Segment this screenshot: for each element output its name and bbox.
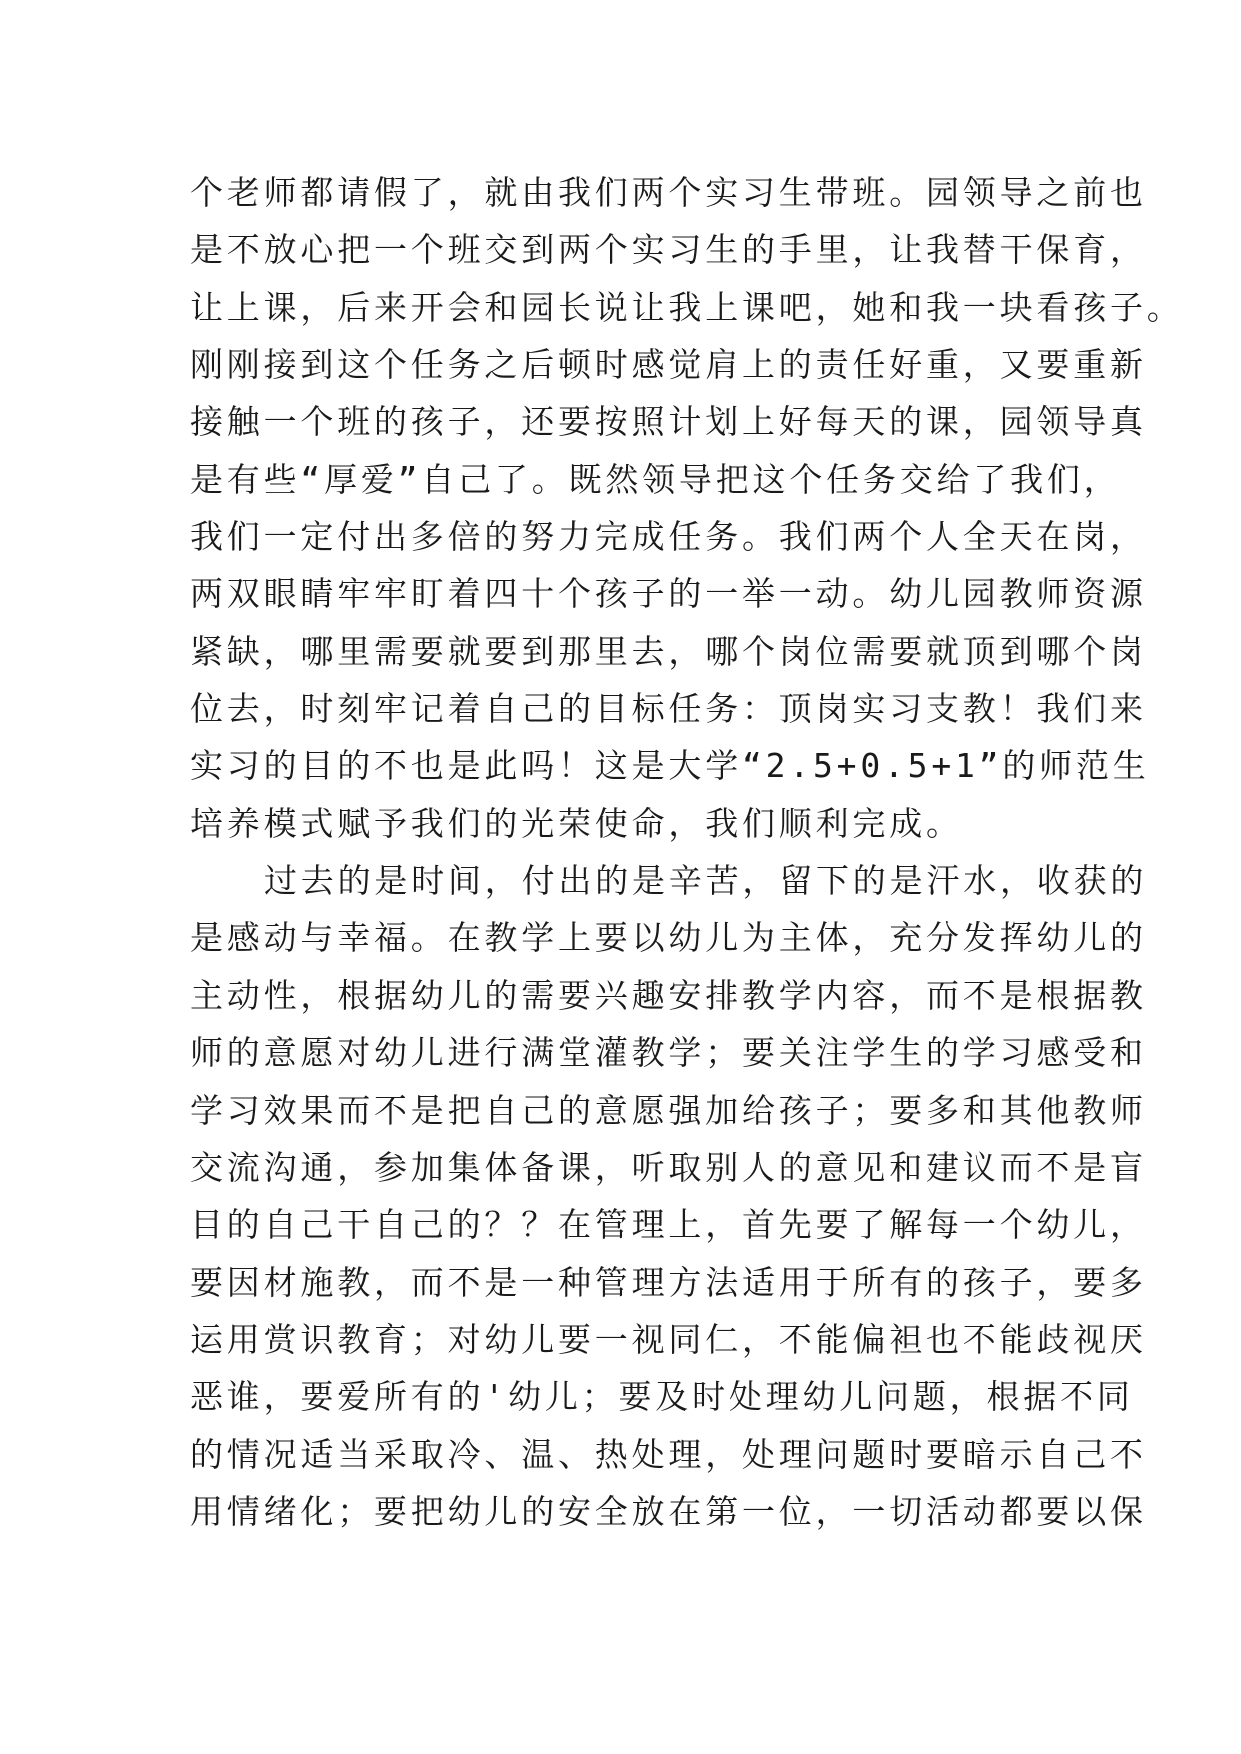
text-line: 两双眼睛牢牢盯着四十个孩子的一举一动。幼儿园教师资源 bbox=[190, 574, 1147, 614]
text-line: 运用赏识教育；对幼儿要一视同仁，不能偏袒也不能歧视厌 bbox=[190, 1319, 1147, 1359]
text-line: 我们一定付出多倍的努力完成任务。我们两个人全天在岗， bbox=[190, 517, 1147, 557]
text-line: 实习的目的不也是此吗！这是大学“2.5+0.5+1”的师范生 bbox=[190, 746, 1150, 786]
body-text bbox=[190, 164, 1184, 1540]
text-line: 位去，时刻牢记着自己的目标任务：顶岗实习支教！我们来 bbox=[190, 689, 1147, 729]
text-line: 刚刚接到这个任务之后顿时感觉肩上的责任好重，又要重新 bbox=[190, 345, 1147, 385]
text-line: 的情况适当采取冷、温、热处理，处理问题时要暗示自己不 bbox=[190, 1434, 1147, 1474]
text-line: 师的意愿对幼儿进行满堂灌教学；要关注学生的学习感受和 bbox=[190, 1033, 1147, 1073]
text-line: 目的自己干自己的？？在管理上，首先要了解每一个幼儿， bbox=[190, 1205, 1147, 1245]
paragraph-first-line: 过去的是时间，付出的是辛苦，留下的是汗水，收获的 bbox=[264, 861, 1148, 901]
text-line: 是不放心把一个班交到两个实习生的手里，让我替干保育， bbox=[190, 230, 1147, 270]
text-line: 是有些“厚爱”自己了。既然领导把这个任务交给了我们， bbox=[190, 459, 1121, 499]
text-line: 要因材施教，而不是一种管理方法适用于所有的孩子，要多 bbox=[190, 1262, 1147, 1302]
text-line: 恶谁，要爱所有的'幼儿；要及时处理幼儿问题，根据不同 bbox=[190, 1377, 1134, 1417]
text-line: 主动性，根据幼儿的需要兴趣安排教学内容，而不是根据教 bbox=[190, 975, 1147, 1015]
text-line: 学习效果而不是把自己的意愿强加给孩子；要多和其他教师 bbox=[190, 1090, 1147, 1130]
text-line: 交流沟通，参加集体备课，听取别人的意见和建议而不是盲 bbox=[190, 1147, 1147, 1187]
text-line: 培养模式赋予我们的光荣使命，我们顺利完成。 bbox=[190, 803, 963, 843]
text-line: 接触一个班的孩子，还要按照计划上好每天的课，园领导真 bbox=[190, 402, 1147, 442]
text-line: 用情绪化；要把幼儿的安全放在第一位，一切活动都要以保 bbox=[190, 1491, 1147, 1531]
text-line: 是感动与幸福。在教学上要以幼儿为主体，充分发挥幼儿的 bbox=[190, 918, 1147, 958]
text-line: 紧缺，哪里需要就要到那里去，哪个岗位需要就顶到哪个岗 bbox=[190, 631, 1147, 671]
text-line: 个老师都请假了，就由我们两个实习生带班。园领导之前也 bbox=[190, 173, 1147, 212]
text-line: 让上课，后来开会和园长说让我上课吧，她和我一块看孩子。 bbox=[190, 287, 1184, 327]
